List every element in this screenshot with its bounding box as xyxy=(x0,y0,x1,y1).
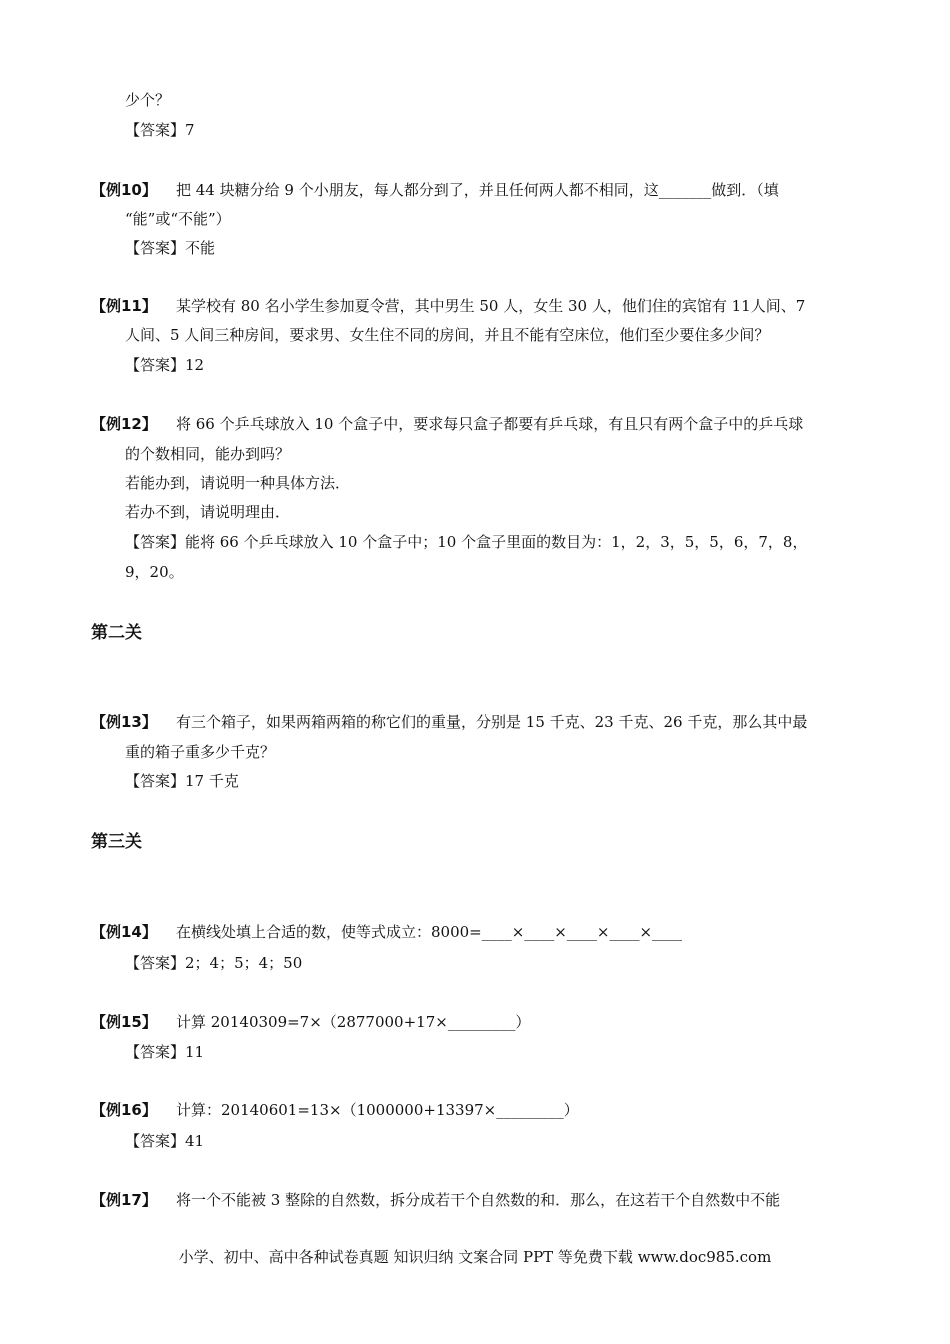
ex9-answer: 【答案】7 xyxy=(125,121,195,139)
ex15-tag: 【例15】 xyxy=(91,1013,157,1031)
ex12-question-line2: 的个数相同，能办到吗？ xyxy=(125,445,291,463)
ex12-tag: 【例12】 xyxy=(91,415,157,433)
ex12-question-line4: 若办不到，请说明理由． xyxy=(125,503,291,521)
ex11-question-line1: 某学校有 80 名小学生参加夏令营，其中男生 50 人，女生 30 人，他们住的宾馆有 11人间、7 xyxy=(176,297,806,315)
ex9-question-end: 少个？ xyxy=(125,91,171,109)
page-footer: 小学、初中、高中各种试卷真题 知识归纳 文案合同 PPT 等免费下载 www.doc985.com xyxy=(178,1248,772,1266)
ex14-answer: 【答案】2；4；5；4；50 xyxy=(125,954,303,972)
ex12-question-line3: 若能办到，请说明一种具体方法． xyxy=(125,474,351,492)
ex10-answer: 【答案】不能 xyxy=(125,239,216,257)
ex16-answer: 【答案】41 xyxy=(125,1132,205,1150)
ex15-answer: 【答案】11 xyxy=(125,1043,205,1061)
ex14-question: 在横线处填上合适的数，使等式成立：8000=____×____×____×____×____ xyxy=(176,923,683,941)
ex12-question-line1: 将 66 个乒乓球放入 10 个盒子中，要求每只盒子都要有乒乓球，有且只有两个盒子中的乒乓球 xyxy=(176,415,804,433)
ex11-tag: 【例11】 xyxy=(91,297,157,315)
ex17-question-line1: 将一个不能被 3 整除的自然数，拆分成若干个自然数的和．那么，在这若干个自然数中不能 xyxy=(176,1191,781,1209)
ex11-answer: 【答案】12 xyxy=(125,356,205,374)
ex14-tag: 【例14】 xyxy=(91,923,157,941)
ex13-answer: 【答案】17 千克 xyxy=(125,772,239,790)
ex13-tag: 【例13】 xyxy=(91,713,157,731)
ex13-question-line1: 有三个箱子，如果两箱两箱的称它们的重量，分别是 15 千克、23 千克、26 千克，那么其中最 xyxy=(176,713,808,731)
ex16-question: 计算：20140601=13×（1000000+13397×_________） xyxy=(176,1101,579,1119)
ex15-question: 计算 20140309=7×（2877000+17×_________） xyxy=(176,1013,531,1031)
ex12-answer-line1: 【答案】能将 66 个乒乓球放入 10 个盒子中；10 个盒子里面的数目为：1，2，3，5，5，6，7，8， xyxy=(125,533,808,551)
ex12-answer-line2: 9，20。 xyxy=(125,563,184,581)
ex16-tag: 【例16】 xyxy=(91,1101,157,1119)
ex17-tag: 【例17】 xyxy=(91,1191,157,1209)
ex11-question-line2: 人间、5 人间三种房间，要求男、女生住不同的房间，并且不能有空床位，他们至少要住多少间？ xyxy=(125,326,770,344)
ex13-question-line2: 重的箱子重多少千克？ xyxy=(125,743,276,761)
section-heading-2: 第二关 xyxy=(91,623,142,643)
ex10-tag: 【例10】 xyxy=(91,181,157,199)
ex10-question-line2: “能”或“不能”） xyxy=(125,210,231,228)
section-heading-3: 第三关 xyxy=(91,832,142,852)
ex10-question-line1: 把 44 块糖分给 9 个小朋友，每人都分到了，并且任何两人都不相同，这_______做到．（填 xyxy=(176,181,779,199)
